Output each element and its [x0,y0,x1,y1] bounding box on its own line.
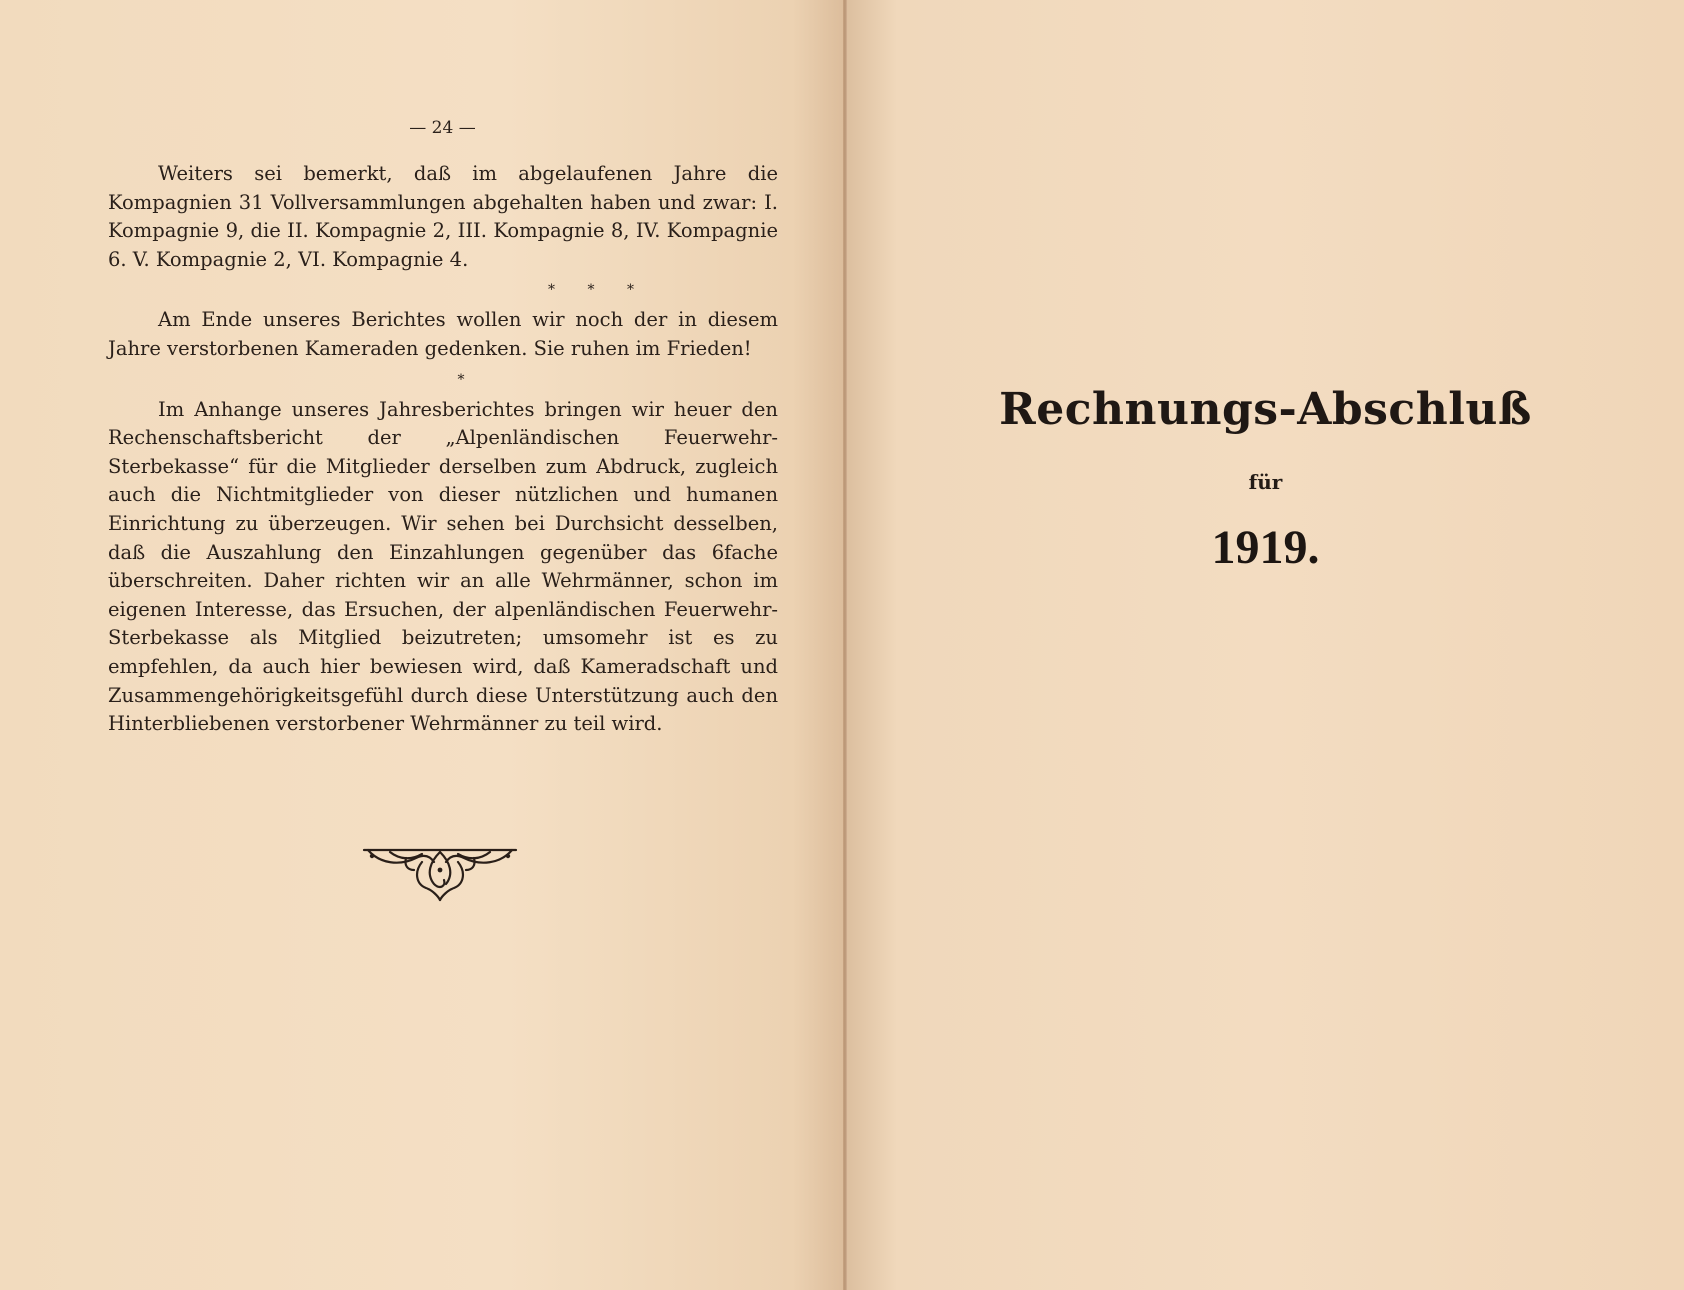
separator-stars: * * * [548,282,648,299]
page-number: — 24 — [409,118,476,138]
section-subtitle: für [1248,470,1283,494]
section-year: 1919. [1211,521,1320,574]
paragraph-sterbekasse: Im Anhange unseres Jahresberichtes bringen wir heuer den Rechenschaftsbericht der „Alpenländischen Feuerwehr-Sterbekasse“ für die Mitglieder derselben zum Abdruck, zugleich auch die Nichtmitglieder von dieser nützlichen und humanen Einrichtung zu überzeugen. Wir sehen bei Durchsicht desselben, daß die Auszahlung den Einzahlungen gegenüber das 6fache überschreiten. Daher richten wir an alle Wehrmänner, schon im eigenen Interesse, das Ersuchen, der alpenländischen Feuerwehr-Sterbekasse als Mitglied beizutreten; umsomehr ist es zu empfehlen, da auch hier bewiesen wird, daß Kameradschaft und Zusammengehörigkeitsgefühl durch diese Unterstützung auch den Hinterbliebenen verstorbener Wehrmänner zu teil wird. [108,397,778,736]
right-page [847,0,1684,1290]
separator-star: * [457,371,479,388]
paragraph-companies: Weiters sei bemerkt, daß im abgelaufenen Jahre die Kompagnien 31 Vollversammlungen abgehalten haben und zwar: I. Kompagnie 9, die II. Kompagnie 2, III. Kompagnie 8, IV. Kompagnie 6. V. Kompagnie 2, VI. Kompagnie 4. [108,162,778,271]
paragraph-memorial: Am Ende unseres Berichtes wollen wir noch der in diesem Jahre verstorbenen Kameraden gedenken. Sie ruhen im Frieden! [108,308,778,360]
section-title: Rechnungs-Abschluß [999,384,1532,435]
ornament-icon [360,840,520,902]
body-text [108,160,778,739]
